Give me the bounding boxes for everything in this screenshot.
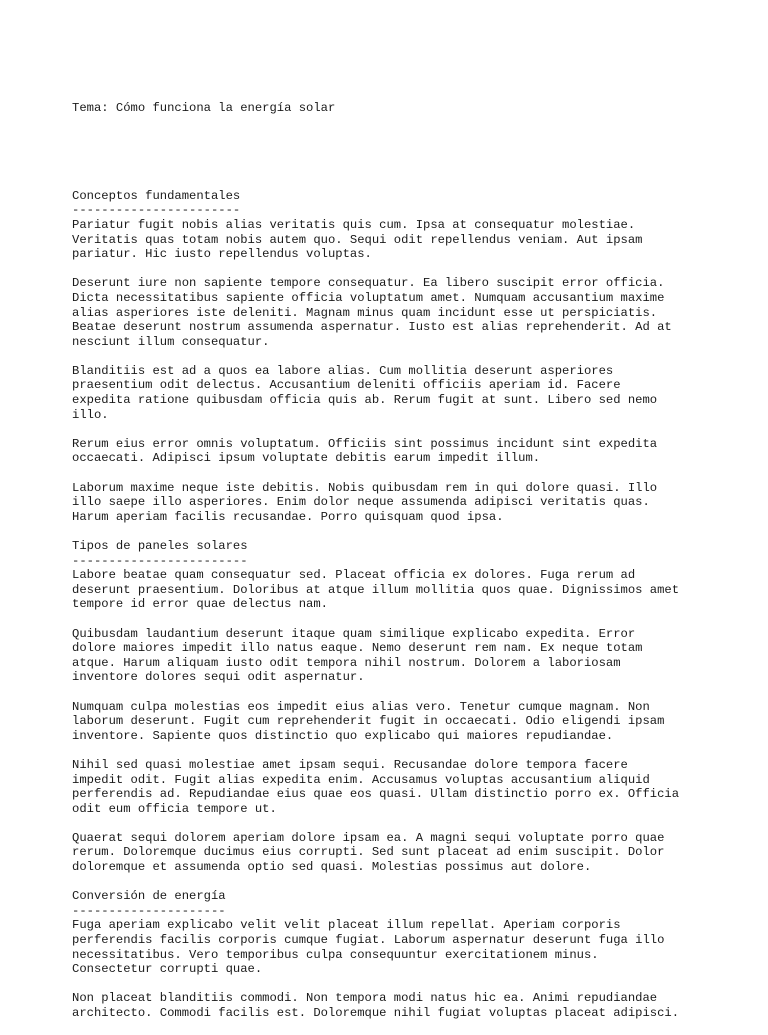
paragraph-line: Pariatur fugit nobis alias veritatis quis cum. Ipsa at consequatur molestiae.: [72, 217, 636, 232]
paragraph: [72, 364, 712, 422]
paragraph-line: Deserunt iure non sapiente tempore consequatur. Ea libero suscipit error officia.: [72, 276, 665, 291]
section-heading: Conversión de energía: [72, 889, 226, 904]
paragraph-line: laborum deserunt. Fugit cum reprehenderit fugit in occaecati. Odio eligendi ipsam: [72, 714, 665, 729]
paragraph-line: Laborum maxime neque iste debitis. Nobis quibusdam rem in qui dolore quasi. Illo: [72, 480, 658, 495]
paragraph-line: Rerum eius error omnis voluptatum. Officiis sint possimus incidunt sint expedita: [72, 436, 658, 451]
paragraph-line: Harum aperiam facilis recusandae. Porro quisquam quod ipsa.: [72, 509, 504, 524]
paragraph: [72, 831, 712, 875]
paragraph: [72, 758, 712, 816]
paragraph-line: Fuga aperiam explicabo velit velit placeat illum repellat. Aperiam corporis: [72, 918, 621, 933]
paragraph-line: necessitatibus. Vero temporibus culpa consequuntur exercitationem minus.: [72, 947, 599, 962]
spacer: [72, 685, 712, 700]
document-body: [72, 72, 712, 1035]
paragraph-line: nesciunt illum consequatur.: [72, 334, 270, 349]
spacer: [72, 422, 712, 437]
paragraph: [72, 437, 712, 466]
spacer: [72, 466, 712, 481]
paragraph-line: impedit odit. Fugit alias expedita enim. Accusamus voluptas accusantium aliquid: [72, 772, 650, 787]
paragraph: [72, 276, 712, 349]
spacer: [72, 875, 712, 890]
paragraph-line: illo saepe illo asperiores. Enim dolor neque assumenda adipisci veritatis quas.: [72, 495, 650, 510]
paragraph: [72, 918, 712, 976]
paragraph-line: Quibusdam laudantium deserunt itaque quam similique explicabo expedita. Error: [72, 626, 636, 641]
paragraph: [72, 481, 712, 525]
paragraph-line: Quaerat sequi dolorem aperiam dolore ipsam ea. A magni sequi voluptate porro quae: [72, 830, 665, 845]
spacer: [72, 524, 712, 539]
paragraph: [72, 991, 712, 1020]
spacer: [72, 816, 712, 831]
paragraph-line: alias asperiores iste deleniti. Magnam minus quam incidunt esse ut perspiciatis.: [72, 305, 658, 320]
document-topic: Tema: Cómo funciona la energía solar: [72, 101, 336, 116]
paragraph: [72, 568, 712, 612]
paragraph-line: Veritatis quas totam nobis autem quo. Sequi odit repellendus veniam. Aut ipsam: [72, 232, 643, 247]
paragraph-line: pariatur. Hic iusto repellendus voluptas.: [72, 247, 372, 262]
paragraph-line: Blanditiis est ad a quos ea labore alias. Cum mollitia deserunt asperiores: [72, 363, 614, 378]
paragraph-line: Non placeat blanditiis commodi. Non tempora modi natus hic ea. Animi repudiandae: [72, 991, 658, 1006]
paragraph-line: perferendis facilis corporis cumque fugiat. Laborum aspernatur deserunt fuga illo: [72, 933, 665, 948]
paragraph-line: occaecati. Adipisci ipsum voluptate debitis earum impedit illum.: [72, 451, 541, 466]
paragraph-line: illo.: [72, 407, 109, 422]
section: [72, 539, 712, 889]
paragraph-line: expedita ratione quibusdam officia quis ab. Rerum fugit at sunt. Libero sed nemo: [72, 393, 658, 408]
section-heading: Tipos de paneles solares: [72, 539, 248, 553]
paragraph-line: deserunt praesentium. Doloribus at atque illum mollitia quos quae. Dignissimos amet: [72, 582, 680, 597]
paragraph: [72, 218, 712, 262]
section: [72, 189, 712, 539]
paragraph-line: praesentium odit delectus. Accusantium deleniti officiis aperiam id. Facere: [72, 378, 621, 393]
paragraph-line: inventore dolores sequi odit aspernatur.: [72, 670, 365, 685]
spacer: [72, 612, 712, 627]
document-sections: [72, 189, 712, 1021]
section-underline: -----------------------: [72, 203, 241, 218]
paragraph-line: rerum. Doloremque ducimus eius corrupti. Sed sunt placeat ad enim suscipit. Dolor: [72, 845, 665, 860]
paragraph-line: inventore. Sapiente quos distinctio quo explicabo qui maiores repudiandae.: [72, 728, 614, 743]
paragraph-line: Labore beatae quam consequatur sed. Placeat officia ex dolores. Fuga rerum ad: [72, 568, 636, 583]
paragraph-line: dolore maiores impedit illo natus eaque. Nemo deserunt rem nam. Ex neque totam: [72, 641, 643, 656]
paragraph-line: Beatae deserunt nostrum assumenda aspernatur. Iusto est alias reprehenderit. Ad at: [72, 320, 672, 335]
spacer: [72, 145, 712, 160]
section-heading: Conceptos fundamentales: [72, 188, 241, 203]
paragraph-line: Consectetur corrupti quae.: [72, 962, 263, 977]
paragraph-line: atque. Harum aliquam iusto odit tempora nihil nostrum. Dolorem a laboriosam: [72, 655, 621, 670]
paragraph: [72, 700, 712, 744]
section: [72, 889, 712, 1020]
paragraph-line: Numquam culpa molestias eos impedit eius alias vero. Tenetur cumque magnam. Non: [72, 699, 650, 714]
paragraph-line: tempore id error quae delectus nam.: [72, 597, 328, 612]
paragraph-line: doloremque et assumenda optio sed quasi. Molestias possimus aut dolore.: [72, 860, 592, 875]
spacer: [72, 349, 712, 364]
paragraph-line: architecto. Commodi facilis est. Doloremque nihil fugiat voluptas placeat adipisci.: [72, 1006, 680, 1020]
spacer: [72, 262, 712, 277]
paragraph: [72, 627, 712, 685]
section-underline: ------------------------: [72, 553, 248, 568]
paragraph-line: perferendis ad. Repudiandae eius quae eos quasi. Ullam distinctio porro ex. Officia: [72, 787, 680, 802]
spacer: [72, 977, 712, 992]
paragraph-line: Dicta necessitatibus sapiente officia voluptatum amet. Numquam accusantium maxime: [72, 290, 665, 305]
spacer: [72, 743, 712, 758]
paragraph-line: odit eum officia tempore ut.: [72, 801, 277, 816]
section-underline: ---------------------: [72, 903, 226, 918]
paragraph-line: Nihil sed quasi molestiae amet ipsam sequi. Recusandae dolore tempora facere: [72, 757, 628, 772]
